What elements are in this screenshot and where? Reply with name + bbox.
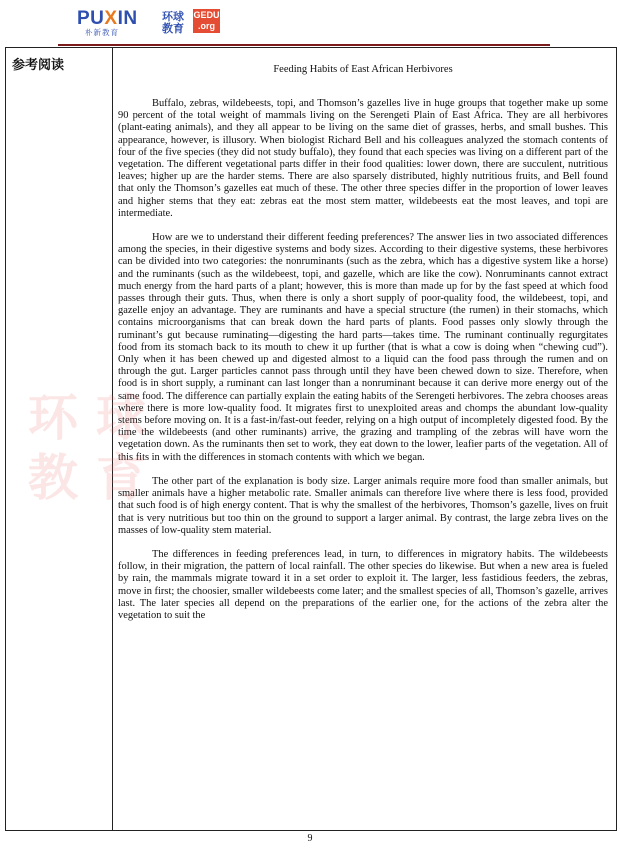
gedu-logo-box: GEDU .org xyxy=(193,10,220,31)
article-paragraph: How are we to understand their different feeding preferences? The answer lies in two associated differences among the species, in their digestive systems and body sizes. According to their digestive systems, these herbivores can be divided into two categories: the nonruminants (such as the zebra, which has a digestive system like a horse) and the ruminants (such as the wildebeest, topi, and gazelle, which are like the cow). Nonruminants cannot extract much energy from the hard parts of a plant; however, this is more than made up for by the fast speed at which food passes through their guts. Thus, when there is only a short supply of poor-quality food, the wildebeest, topi, and gazelle enjoy an advantage. They are ruminants and have a special structure (the rumen) in their stomachs, which contains microorganisms that can break down the hard parts of plants. Food passes only slowly through the ruminant’s gut because ruminating—digesting the hard parts—takes time. The ruminant continually regurgitates food from its stomach back to its mouth to chew it up further (that is what a cow is doing when “chewing cud”). Only when it has been chewed up and digested almost to a liquid can the food pass through the rumen and on through the gut. Larger particles cannot pass through until they have been chewed down to size. Therefore, when food is in short supply, a ruminant can last longer than a nonruminant because it can derive more energy out of the same food. The difference can partially explain the eating habits of the Serengeti herbivores. The zebra chooses areas where there is more low-quality food. It migrates first to unexploited areas and chomps the abundant low-quality stems before moving on. It is a fast-in/fast-out feeder, relying on a high output of incompletely digested food. By the time the wildebeests (and other ruminants) arrive, the grazing and trampling of the zebras will have worn the vegetation down. As the ruminants then set to work, they eat down to the lower, leafier parts of the vegetation. All of this fits in with the differences in stomach contents with which we began. xyxy=(118,232,608,463)
header-divider xyxy=(58,44,550,46)
brand-subtitle: 朴新教育 xyxy=(85,28,119,37)
page-header xyxy=(0,0,620,46)
section-label: 参考阅读 xyxy=(12,58,65,73)
page-number: 9 xyxy=(307,833,313,844)
brand-wordmark: PUXIN xyxy=(77,8,138,29)
puxin-logo xyxy=(77,8,149,37)
article-paragraph: Buffalo, zebras, wildebeests, topi, and Thomson’s gazelles live in huge groups that together make up some 90 percent of the total weight of mammals living on the Serengeti Plain of East Africa. They are all herbivores (plant-eating animals), and they all appear to be living on the same diet of grasses, herbs, and small bushes. This appearance, however, is illusory. When biologist Richard Bell and his colleagues analyzed the stomach contents of four of the five species (they did not study buffalo), they found that each species was living on a different part of the vegetation. The different vegetational parts differ in their food qualities: lower down, there are succulent, nutritious leaves; higher up are the harder stems. There are also sparsely distributed, highly nutritious fruits, and Bell found that only the Thomson’s gazelles eat much of these. The other three species differ in the proportion of lower leaves and higher stems that they eat: zebras eat the most stem matter, wildebeests eat the most leaves, and topi are intermediate. xyxy=(118,98,608,219)
gedu-logo-chinese: 环球 教育 xyxy=(162,10,184,35)
reading-table xyxy=(5,47,617,831)
article-title: Feeding Habits of East African Herbivores xyxy=(273,64,453,75)
watermark: 环球 教育 xyxy=(28,389,164,507)
article-paragraph: The differences in feeding preferences lead, in turn, to differences in migratory habits. The wildebeests follow, in their migration, the pattern of local rainfall. The other species do likewise. But when a new area is fueled by rain, the mammals migrate toward it in a set order to exploit it. The larger, less fastidious feeders, the zebras, move in first; the choosier, smaller wildebeests come later; and the smallest species of all, Thomson’s gazelle, arrives last. The later species all depend on the preparations of the earlier one, for the actions of the zebra alter the vegetation to suit the xyxy=(118,548,608,621)
article-paragraph: The other part of the explanation is body size. Larger animals require more food than smaller animals, but smaller animals have a higher metabolic rate. Smaller animals can therefore live where there is less food, provided that such food is of high energy content. That is why the smallest of the herbivores, Thomson’s gazelle, lives on fruit that is very nutritious but too thin on the ground to support a larger animal. By contrast, the large zebra lives on the masses of low-quality stem material. xyxy=(118,475,608,536)
article xyxy=(118,64,608,634)
column-divider xyxy=(112,48,113,830)
